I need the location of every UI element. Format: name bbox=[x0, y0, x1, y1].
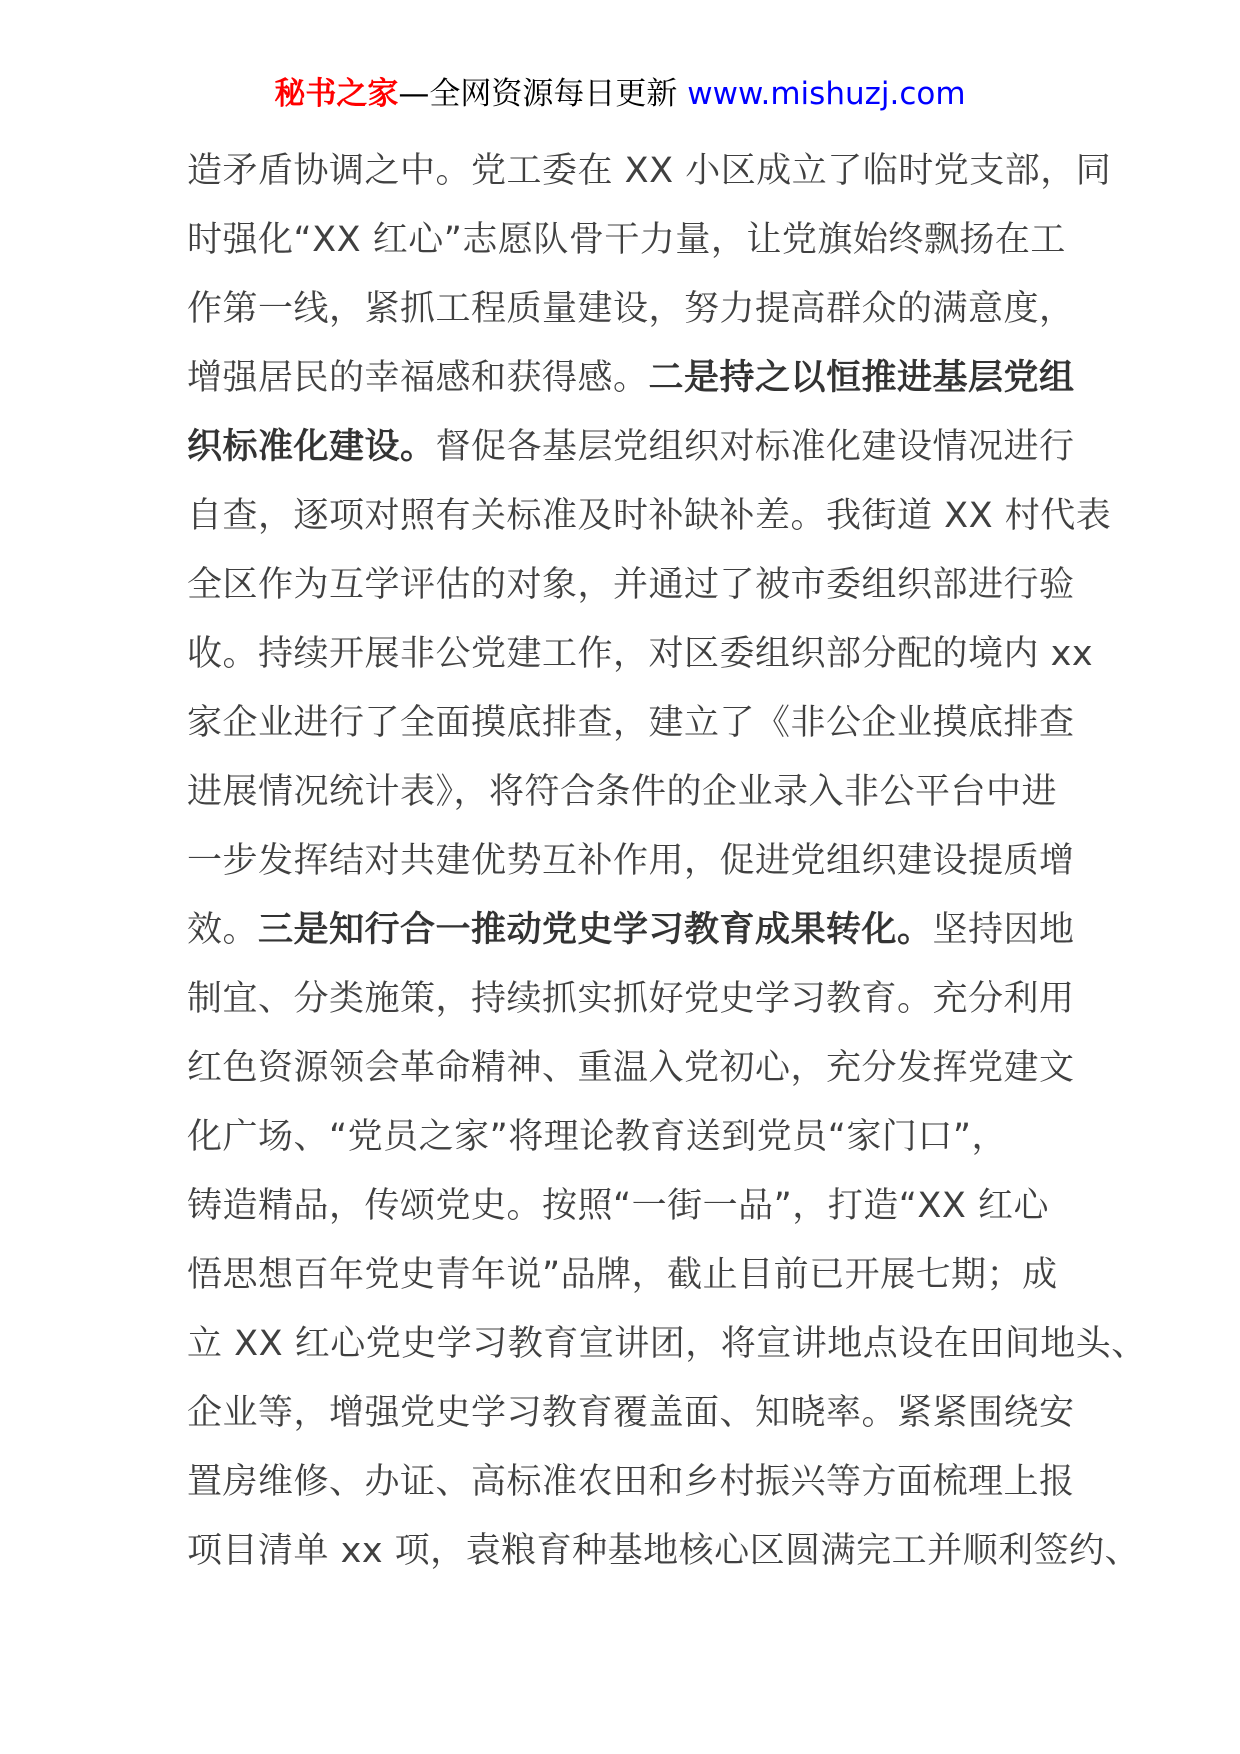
text-line bbox=[187, 1241, 1067, 1310]
text-segment: 增强居民的幸福感和获得感。 bbox=[187, 358, 649, 398]
text-line bbox=[187, 482, 1112, 551]
text-line bbox=[187, 1103, 1067, 1172]
text-segment: 置房维修、办证、高标准农田和乡村振兴等方面梳理上报 bbox=[187, 1462, 1075, 1502]
bold-heading-text: 三是知行合一推动党史学习教育成果转化。 bbox=[258, 910, 933, 950]
text-line bbox=[187, 827, 1075, 896]
text-segment: 全区作为互学评估的对象，并通过了被市委组织部进行验 bbox=[187, 565, 1075, 605]
text-line bbox=[187, 1448, 1075, 1517]
text-line bbox=[187, 689, 1075, 758]
text-segment: 效。 bbox=[187, 910, 259, 950]
text-line bbox=[187, 275, 1075, 344]
text-segment: 制宜、分类施策，持续抓实抓好党史学习教育。充分利用 bbox=[187, 979, 1075, 1019]
text-segment: 时强化“XX 红心”志愿队骨干力量，让党旗始终飘扬在工 bbox=[187, 220, 1066, 260]
text-line bbox=[187, 1310, 1147, 1379]
text-line bbox=[187, 1172, 1067, 1241]
text-line bbox=[187, 620, 1094, 689]
text-segment: 立 XX 红心党史学习教育宣讲团，将宣讲地点设在田间地头、 bbox=[187, 1324, 1147, 1364]
page-header bbox=[0, 70, 1240, 118]
header-site-link[interactable]: www.mishuzj.com bbox=[687, 76, 966, 112]
text-segment: 作第一线，紧抓工程质量建设，努力提高群众的满意度， bbox=[187, 289, 1075, 329]
text-segment: 铸造精品，传颂党史。按照“一街一品”，打造“XX 红心 bbox=[187, 1186, 1049, 1226]
text-line bbox=[187, 896, 1075, 965]
text-segment: 化广场、“党员之家”将理论教育送到党员“家门口”， bbox=[187, 1117, 1008, 1157]
text-line bbox=[187, 758, 1067, 827]
text-line bbox=[187, 413, 1075, 482]
text-line bbox=[187, 206, 1067, 275]
text-segment: 进展情况统计表》，将符合条件的企业录入非公平台中进 bbox=[187, 772, 1058, 812]
text-line bbox=[187, 1517, 1141, 1586]
text-line bbox=[187, 1379, 1075, 1448]
text-line bbox=[187, 137, 1112, 206]
text-segment: 坚持因地 bbox=[932, 910, 1075, 950]
text-segment: 一步发挥结对共建优势互补作用，促进党组织建设提质增 bbox=[187, 841, 1075, 881]
text-line bbox=[187, 344, 1075, 413]
text-segment: 家企业进行了全面摸底排查，建立了《非公企业摸底排查 bbox=[187, 703, 1075, 743]
bold-heading-text: 二是持之以恒推进基层党组 bbox=[648, 358, 1075, 398]
body-text bbox=[187, 137, 1147, 1586]
text-line bbox=[187, 551, 1075, 620]
header-tagline: —全网资源每日更新 bbox=[398, 76, 688, 112]
header-brand: 秘书之家 bbox=[274, 76, 399, 112]
text-segment: 收。持续开展非公党建工作，对区委组织部分配的境内 xx bbox=[187, 634, 1094, 674]
text-segment: 督促各基层党组织对标准化建设情况进行 bbox=[435, 427, 1075, 467]
bold-heading-text: 织标准化建设。 bbox=[187, 427, 436, 467]
text-segment: 造矛盾协调之中。党工委在 XX 小区成立了临时党支部，同 bbox=[187, 151, 1112, 191]
text-segment: 自查，逐项对照有关标准及时补缺补差。我街道 XX 村代表 bbox=[187, 496, 1112, 536]
text-line bbox=[187, 1034, 1075, 1103]
text-line bbox=[187, 965, 1075, 1034]
text-segment: 红色资源领会革命精神、重温入党初心，充分发挥党建文 bbox=[187, 1048, 1075, 1088]
text-segment: 项目清单 xx 项，袁粮育种基地核心区圆满完工并顺利签约、 bbox=[187, 1531, 1141, 1571]
text-segment: 企业等，增强党史学习教育覆盖面、知晓率。紧紧围绕安 bbox=[187, 1393, 1075, 1433]
text-segment: 悟思想百年党史青年说”品牌，截止目前已开展七期；成 bbox=[187, 1255, 1058, 1295]
